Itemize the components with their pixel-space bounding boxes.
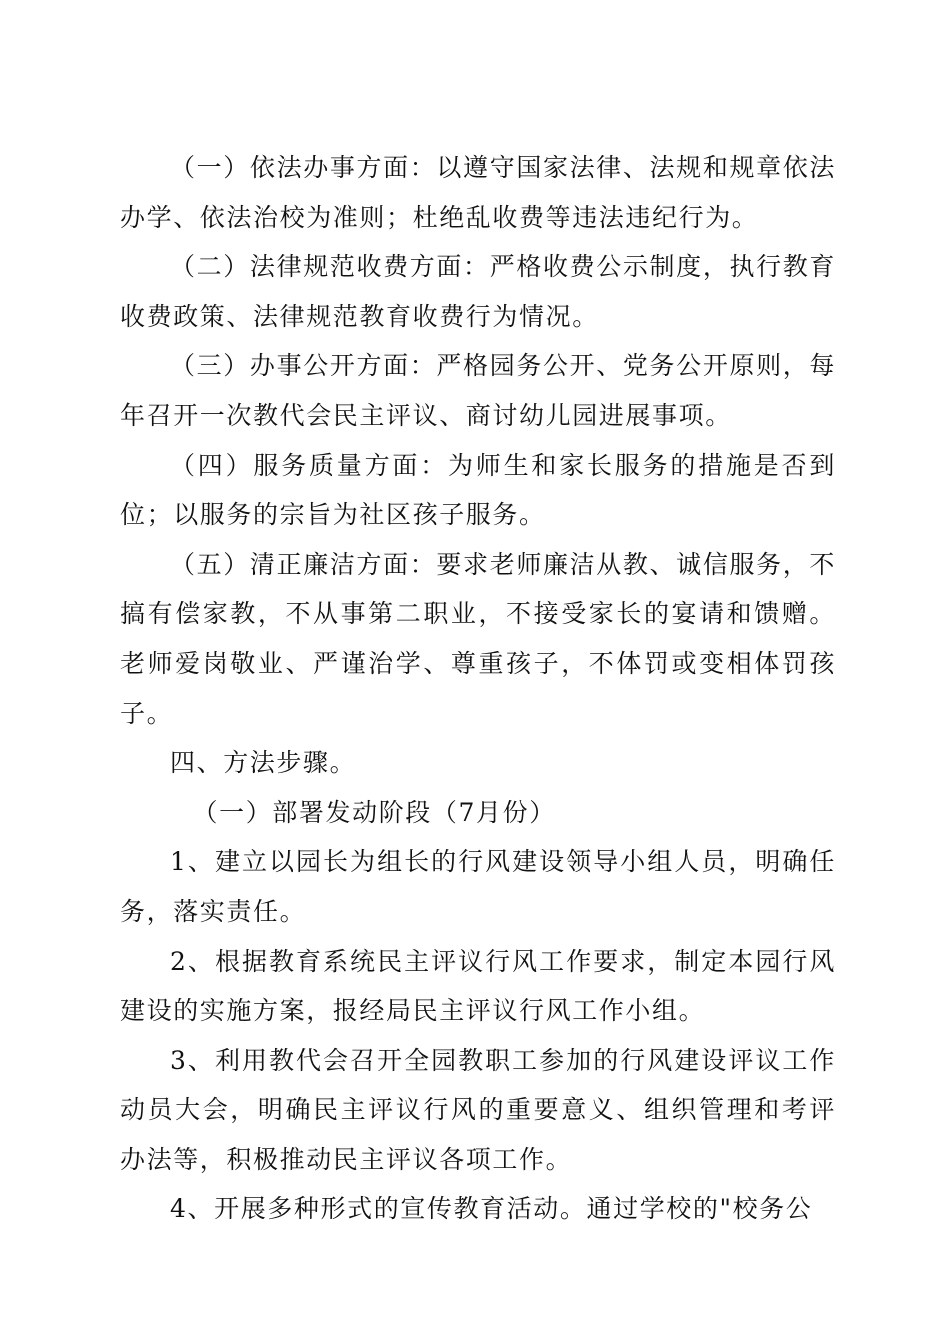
list-item-1: 1、建立以园长为组长的行风建设领导小组人员，明确任务，落实责任。 [120,847,836,926]
document-body [120,143,836,1234]
paragraph-service-quality: （四）服务质量方面：为师生和家长服务的措施是否到位；以服务的宗旨为社区孩子服务。 [120,450,836,530]
list-item-4: 4、开展多种形式的宣传教育活动。通过学校的"校务公 [170,1194,813,1224]
paragraph-integrity: （五）清正廉洁方面：要求老师廉洁从教、诚信服务，不搞有偿家教，不从事第二职业，不接受家长的宴请和馈赠。老师爱岗敬业、严谨治学、尊重孩子，不体罚或变相体罚孩子。 [120,549,836,728]
paragraph-open-affairs: （三）办事公开方面：严格园务公开、党务公开原则，每年召开一次教代会民主评议、商讨幼儿园进展事项。 [120,351,836,430]
list-item-3: 3、利用教代会召开全园教职工参加的行风建设评议工作动员大会，明确民主评议行风的重要意义、组织管理和考评办法等，积极推动民主评议各项工作。 [120,1045,836,1174]
list-item-2: 2、根据教育系统民主评议行风工作要求，制定本园行风建设的实施方案，报经局民主评议行风工作小组。 [120,946,836,1026]
paragraph-lawful-conduct: （一）依法办事方面：以遵守国家法律、法规和规章依法办学、依法治校为准则；杜绝乱收费等违法违纪行为。 [120,153,836,232]
section-heading-methods: 四、方法步骤。 [170,748,357,778]
subsection-heading-deployment: （一）部署发动阶段（7月份） [192,797,556,827]
paragraph-fee-regulation: （二）法律规范收费方面：严格收费公示制度，执行教育收费政策、法律规范教育收费行为情况。 [120,252,836,331]
